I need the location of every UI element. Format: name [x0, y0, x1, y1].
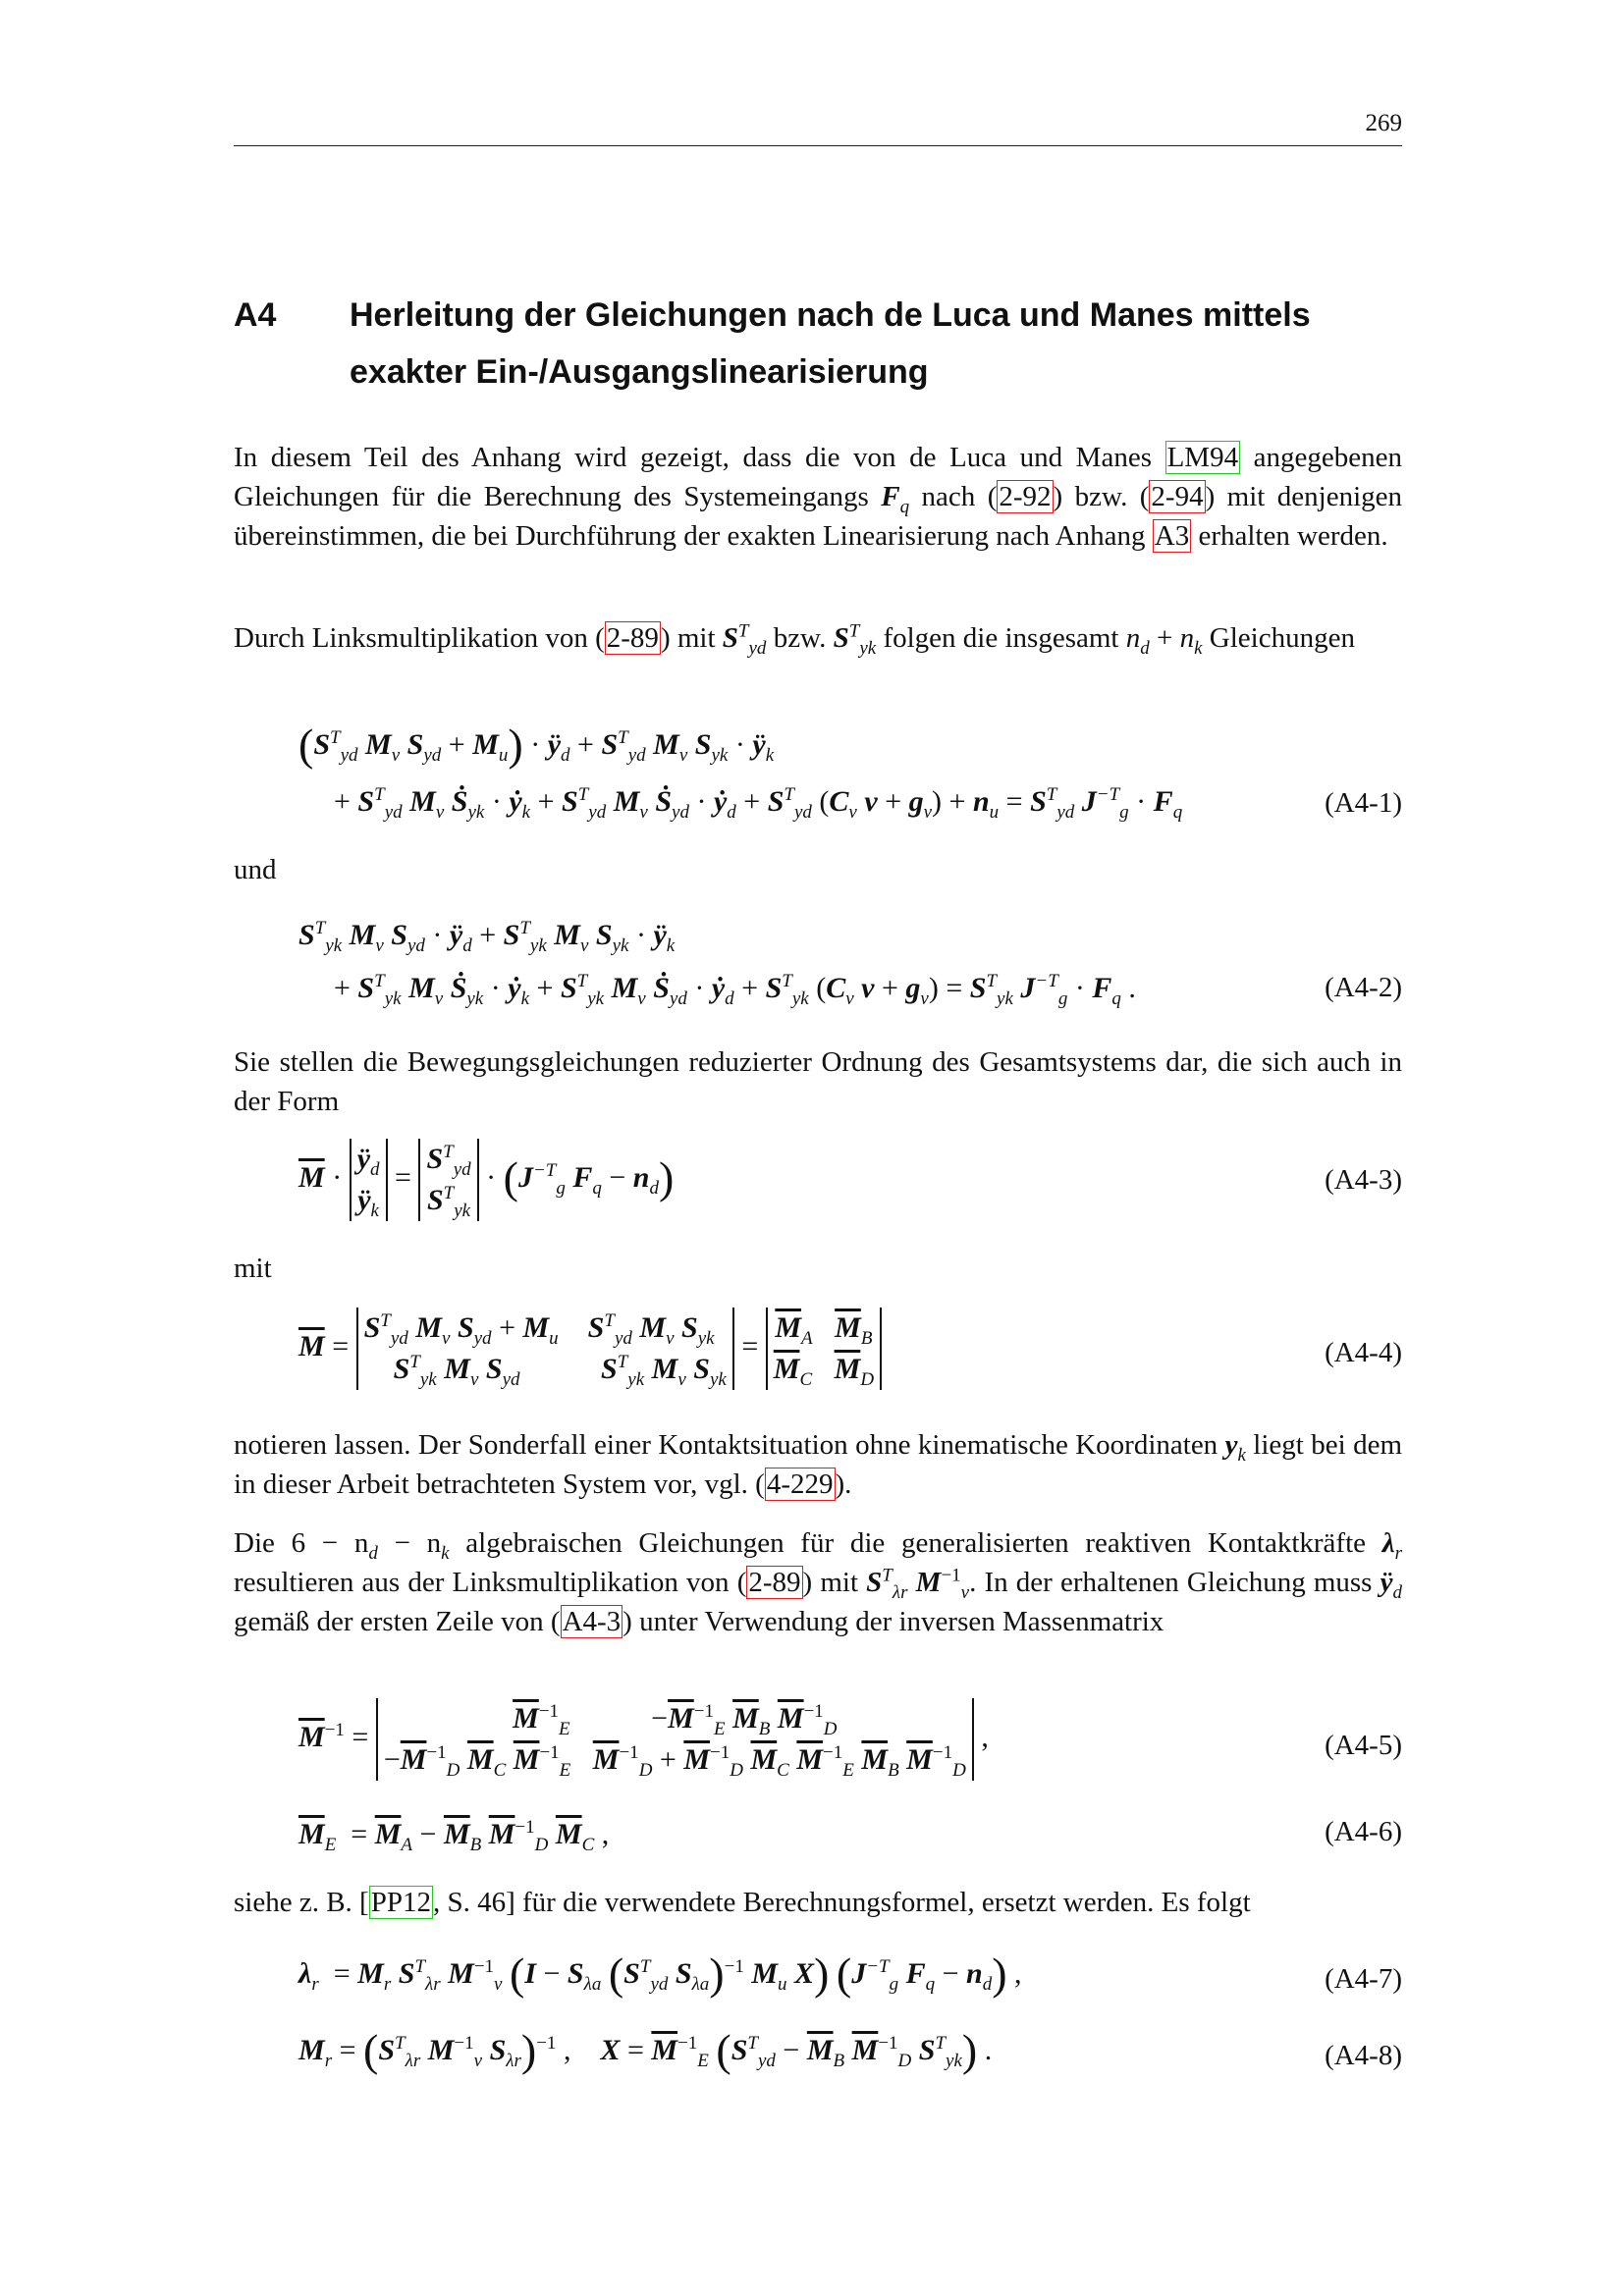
equation-ref-2-94-link[interactable]: 2-94 [1151, 481, 1204, 512]
equation-ref-2-89-link[interactable]: 2-89 [606, 622, 659, 654]
equation-a4-1-line2: + $S^T_{yd}$ $M_v$ Ṡ$_{yk}$ · ẏ$_k$ + $S^T_{yd}$ $M_v$ Ṡ$_{yd}$ · ẏ$_d$ + $S^T_{yd}$ ($C_v$ $v + g_v) + n_u = S^T_{yd}$ $J^{-T}_g \cdot F_q$ [334, 784, 1183, 823]
page-number: 269 [1365, 110, 1402, 136]
equation-number-a4-3: (A4-3) [1325, 1164, 1402, 1196]
equation-a4-5: $\overline{M}^{-1} = \overline{M}^{-1}_E$ $-\overline{M}^{-1}_E$ $\overline{M}_B$ $\overline{M}^{-1}_D$ $-\overline{M}^{-1}_D$ $\overline{M}_C$ $\overline{M}^{-1}_E$ $\overline{M}^{-1}_D + \overline{M}^{-1}_D$ $\overline{M}_C$ $\overline{M}^{-1}_E$ $\overline{M}_B$ $\overline{M}^{-1}_D$ , [298, 1698, 989, 1781]
section-title: Herleitung der Gleichungen nach de Luca und Manes mittels exakter Ein-/Ausgangslinearisierung [350, 296, 1311, 391]
equation-number-a4-1: (A4-1) [1325, 787, 1402, 819]
equation-a4-7: $\lambda_r = M_r$ $S^T_{\lambda r}$ $M^{-1}_v$ ($I - S_{\lambda a}$ ($S^T_{yd}$ $S_{\lambda a})^{-1}$ $M_u$ X) ($J^{-T}_g$ $F_q - n_d$) , [298, 1949, 1022, 1999]
equation-number-a4-8: (A4-8) [1325, 2040, 1402, 2071]
equation-a4-6: $\overline{M}_E = \overline{M}_A - \overline{M}_B$ $\overline{M}^{-1}_D$ $\overline{M}_C$ , [298, 1817, 610, 1855]
equation-a4-2-line1: $S^T_{yk}$ $M_v$ $S_{yd}$ · $ÿ_d + S^T_{yk}$ $M_v$ $S_{yk}$ · $ÿ_k$ [298, 918, 676, 956]
equation-ref-2-89-link-2[interactable]: 2-89 [748, 1567, 801, 1598]
equation-a4-3: $\overline{M}$ · $ÿ_d$ $ÿ_k = S^T_{yd}$ $S^T_{yk} \cdot (J^{-T}_g$ $F_q - n_d$) [298, 1139, 674, 1221]
citation-pp12-link[interactable]: PP12 [370, 1887, 431, 1918]
equation-a4-8: $M_r = (S^T_{\lambda r}$ $M^{-1}_v$ $S_{\lambda r})^{-1}$ , $X = \overline{M}^{-1}_E$ ($S^T_{yd} - \overline{M}_B$ $\overline{M}^{-1}_D$ $S^T_{yk}$) . [298, 2025, 993, 2075]
paragraph-berechnungsformel: siehe z. B. [PP12, S. 46] für die verwendete Berechnungsformel, ersetzt werden. Es folgt [234, 1887, 1251, 1918]
header-rule [234, 145, 1402, 146]
appendix-a3-link[interactable]: A3 [1154, 520, 1190, 552]
equation-a4-1-line1: ($S^T_{yd}$ $M_v$ $S_{yd} + M_u$) · $ÿ_d + S^T_{yd}$ $M_v$ $S_{yk}$ · $ÿ_k$ [298, 720, 775, 770]
citation-lm94-link[interactable]: LM94 [1166, 442, 1239, 473]
equation-number-a4-7: (A4-7) [1325, 1963, 1402, 1995]
paragraph-sonderfall: notieren lassen. Der Sonderfall einer Kontaktsituation ohne kinematische Koordinaten $y_k$ liegt bei dem in dieser Arbeit betrachteten System vor, vgl. (4-229). [234, 1429, 1402, 1500]
equation-ref-4-229-link[interactable]: 4-229 [766, 1468, 834, 1500]
word-mit: mit [234, 1253, 272, 1284]
word-und: und [234, 854, 277, 885]
equation-ref-a4-3-link[interactable]: A4-3 [562, 1606, 622, 1637]
equation-number-a4-6: (A4-6) [1325, 1816, 1402, 1847]
paragraph-linksmultiplikation: Durch Linksmultiplikation von (2-89) mit $S^T_{yd}$ bzw. $S^T_{yk}$ folgen die insgesamt $n_d + n_k$ Gleichungen [234, 620, 1355, 659]
paragraph-algebraische-gleichungen: Die $6 - n_d - n_k$ algebraischen Gleichungen für die generalisierten reaktiven Kontaktkräfte $\lambda_r$ resultieren aus der Linksmultiplikation von (2-89) mit $S^T_{\lambda r}$ $M^{-1}_v$. In der erhaltenen Gleichung muss $ÿ_d$ gemäß der ersten Zeile von (A4-3) unter Verwendung der inversen Massenmatrix [234, 1527, 1402, 1637]
equation-a4-2-line2: + $S^T_{yk}$ $M_v$ Ṡ$_{yk}$ · ẏ$_k$ + $S^T_{yk}$ $M_v$ Ṡ$_{yd}$ · ẏ$_d$ + $S^T_{yk}$ ($C_v$ $v + g_v) = S^T_{yk}$ $J^{-T}_g \cdot F_q$ . [334, 971, 1136, 1009]
equation-a4-4: $\overline{M} = S^T_{yd}$ $M_v$ $S_{yd} + M_u$ $S^T_{yd}$ $M_v$ $S_{yk}$ $S^T_{yk}$ $M_v$ $S_{yd}$ $S^T_{yk}$ $M_v$ $S_{yk} = \overline{M}_A$ $\overline{M}_B$ $\overline{M}_C$ $\overline{M}_D$ [298, 1308, 882, 1390]
paragraph-intro: In diesem Teil des Anhang wird gezeigt, dass die von de Luca und Manes LM94 angegebenen Gleichungen für die Berechnung des Systemeingangs $F_q$ nach (2-92) bzw. (2-94) mit denjenigen übereinstimmen, die bei Durchführung der exakten Linearisierung nach Anhang A3 erhalten werden. [234, 442, 1402, 552]
equation-number-a4-2: (A4-2) [1325, 972, 1402, 1003]
paragraph-bewegungsgleichungen: Sie stellen die Bewegungsgleichungen reduzierter Ordnung des Gesamtsystems dar, die sich auch in der Form [234, 1046, 1402, 1117]
equation-number-a4-5: (A4-5) [1325, 1730, 1402, 1761]
section-number: A4 [234, 296, 277, 334]
equation-ref-2-92-link[interactable]: 2-92 [999, 481, 1052, 512]
equation-number-a4-4: (A4-4) [1325, 1337, 1402, 1368]
